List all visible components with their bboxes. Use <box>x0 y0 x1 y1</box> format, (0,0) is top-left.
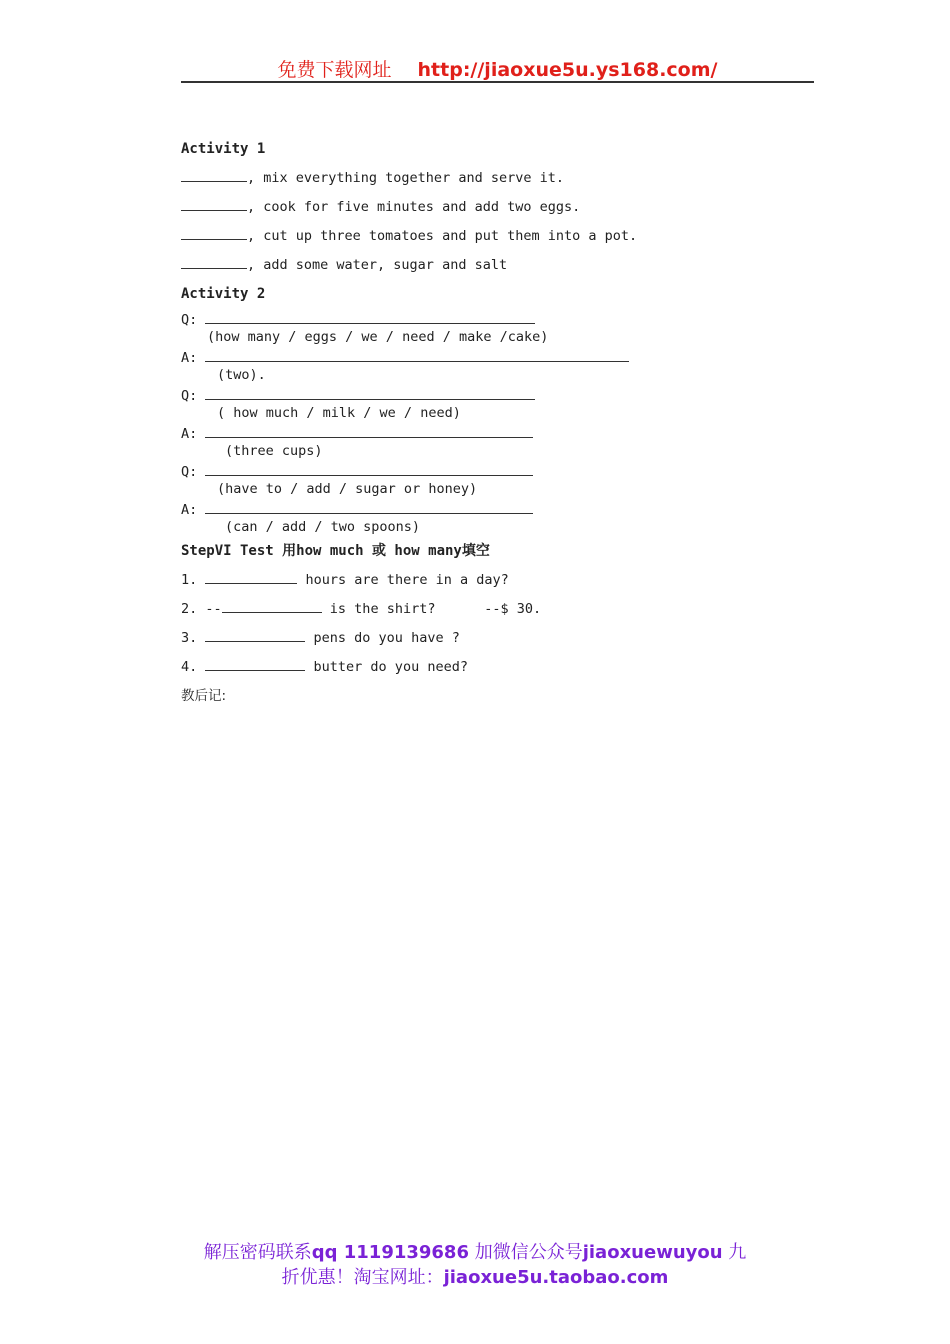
test-item: 4. butter do you need? <box>181 653 821 682</box>
activity2-title: Activity 2 <box>181 286 266 302</box>
qa-hint: (how many / eggs / we / need / make /cake) <box>207 329 549 345</box>
qa-question-line: Q: <box>181 309 821 328</box>
answer-blank[interactable] <box>181 165 247 182</box>
activity1-title: Activity 1 <box>181 141 266 157</box>
qa-hint: (two). <box>217 367 266 383</box>
answer-line[interactable] <box>205 347 629 362</box>
qa-answer-line: A: <box>181 347 821 366</box>
page-header <box>181 55 814 83</box>
answer-line[interactable] <box>205 499 533 514</box>
worksheet-content <box>181 135 821 711</box>
test-item: 3. pens do you have ? <box>181 624 821 653</box>
footer-wechat: jiaoxuewuyou <box>582 1242 723 1263</box>
answer-line[interactable] <box>205 309 535 324</box>
qa-answer-line: A: <box>181 423 821 442</box>
footer-line-1: 解压密码联系qq 1119139686 加微信公众号jiaoxuewuyou 九 <box>203 1242 747 1263</box>
answer-blank[interactable] <box>181 252 247 269</box>
activity1-row: , cook for five minutes and add two eggs. <box>181 193 821 222</box>
qa-hint: (can / add / two spoons) <box>225 519 421 535</box>
test-item: 2. -- is the shirt? --$ 30. <box>181 595 821 624</box>
answer-blank[interactable] <box>205 567 297 584</box>
header-download-text: 免费下载网址 <box>277 59 392 81</box>
test-title: StepVI Test 用how much 或 how many填空 <box>181 543 490 559</box>
qa-answer-line: A: <box>181 499 821 518</box>
footer-qq: qq 1119139686 <box>311 1242 469 1263</box>
test-item: 1. hours are there in a day? <box>181 566 821 595</box>
qa-question-line: Q: <box>181 385 821 404</box>
answer-line[interactable] <box>205 385 535 400</box>
activity1-row: , mix everything together and serve it. <box>181 164 821 193</box>
qa-hint: (three cups) <box>225 443 323 459</box>
qa-question-line: Q: <box>181 461 821 480</box>
footer-line-2: 折优惠！淘宝网址：jiaoxue5u.taobao.com <box>281 1267 669 1288</box>
answer-line[interactable] <box>205 461 533 476</box>
answer-blank[interactable] <box>205 625 305 642</box>
qa-hint: ( how much / milk / we / need) <box>217 405 461 421</box>
afterword-label: 教后记: <box>181 688 227 704</box>
qa-hint: (have to / add / sugar or honey) <box>217 481 478 497</box>
footer-taobao-link[interactable]: jiaoxue5u.taobao.com <box>443 1267 669 1288</box>
answer-blank[interactable] <box>222 596 322 613</box>
answer-line[interactable] <box>205 423 533 438</box>
page-footer <box>150 1240 800 1290</box>
activity1-row: , add some water, sugar and salt <box>181 251 821 280</box>
answer-blank[interactable] <box>181 194 247 211</box>
answer-blank[interactable] <box>181 223 247 240</box>
header-url-link[interactable]: http://jiaoxue5u.ys168.com/ <box>417 59 718 81</box>
activity1-row: , cut up three tomatoes and put them into a pot. <box>181 222 821 251</box>
answer-blank[interactable] <box>205 654 305 671</box>
